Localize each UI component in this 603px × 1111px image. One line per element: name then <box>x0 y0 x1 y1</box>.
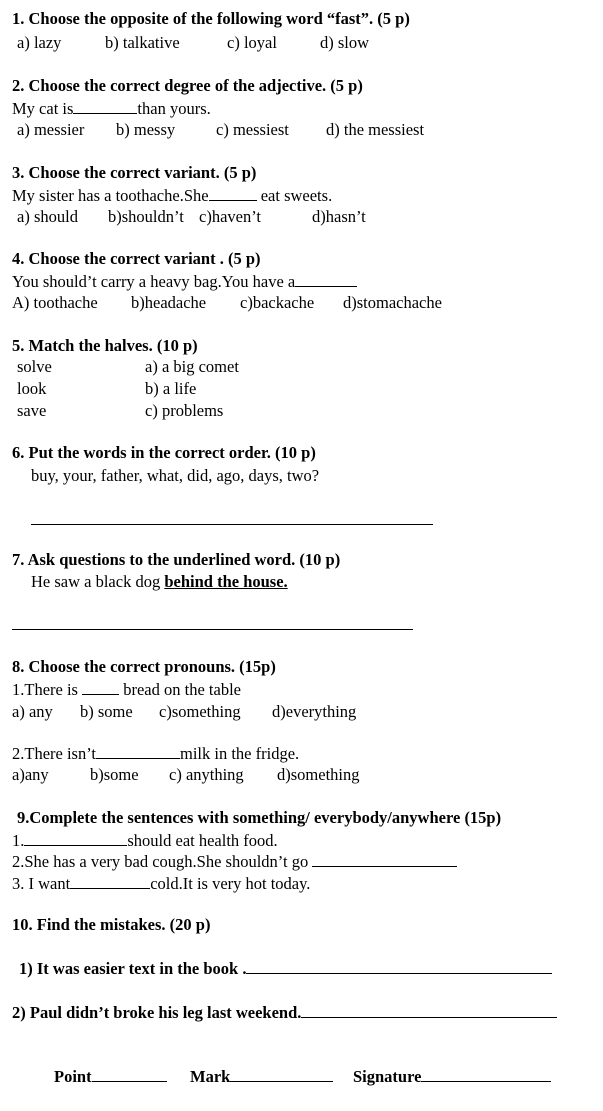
q7-answer-line[interactable] <box>12 629 413 630</box>
q2-option-d: d) the messiest <box>326 120 425 139</box>
q8-blank-1[interactable] <box>82 679 119 695</box>
q4-option-b: b)headache <box>131 293 207 312</box>
q8-title: 8. Choose the correct pronouns. (15p) <box>12 657 276 676</box>
q9-blank-3[interactable] <box>70 873 150 889</box>
q9-title: 9.Complete the sentences with something/ everybody/anywhere (15p) <box>17 808 502 827</box>
q3-title: 3. Choose the correct variant. (5 p) <box>12 163 257 182</box>
q7-sentence: He saw a black dog behind the house. <box>31 572 288 591</box>
q6-words: buy, your, father, what, did, ago, days, two? <box>31 466 320 485</box>
q8-option-1b: b) some <box>80 702 133 721</box>
point-field[interactable] <box>92 1066 167 1082</box>
q9-sentence-2: 2.She has a very bad cough.She shouldn’t go <box>12 851 457 872</box>
q6-answer-line[interactable] <box>31 524 433 525</box>
q1-option-b: b) talkative <box>105 33 180 52</box>
q7-underlined-phrase: behind the house. <box>164 572 288 591</box>
q9-sentence-1: 1. should eat health food. <box>12 831 278 850</box>
q4-option-c: c)backache <box>240 293 315 312</box>
q3-option-c: c)haven’t <box>199 207 261 226</box>
q9-blank-1[interactable] <box>24 830 127 846</box>
q6-title: 6. Put the words in the correct order. (10 p) <box>12 443 316 462</box>
q4-option-d: d)stomachache <box>343 293 442 312</box>
q10-sentence-1: 1) It was easier text in the book . <box>19 958 552 979</box>
q8-sentence-1: 1.There is bread on the table <box>12 680 241 699</box>
q8-option-2c: c) anything <box>169 765 244 784</box>
q3-option-a: a) should <box>17 207 78 226</box>
q7-title: 7. Ask questions to the underlined word. (10 p) <box>12 550 341 569</box>
q4-blank[interactable] <box>295 271 357 287</box>
q4-option-a: A) toothache <box>12 293 98 312</box>
q3-sentence: My sister has a toothache.She eat sweets. <box>12 186 333 205</box>
q3-option-d: d)hasn’t <box>312 207 366 226</box>
q5-right-a: a) a big comet <box>145 357 239 376</box>
q2-title: 2. Choose the correct degree of the adjective. (5 p) <box>12 76 363 95</box>
q9-blank-2[interactable] <box>312 851 457 867</box>
q10-sentence-2: 2) Paul didn’t broke his leg last weekend. <box>12 1002 557 1023</box>
q8-option-2d: d)something <box>277 765 360 784</box>
q10-answer-1[interactable] <box>246 958 552 974</box>
q8-sentence-2: 2.There isn’t milk in the fridge. <box>12 744 300 763</box>
q8-option-1a: a) any <box>12 702 53 721</box>
q4-sentence: You should’t carry a heavy bag.You have a <box>12 271 357 292</box>
q2-option-b: b) messy <box>116 120 176 139</box>
q8-option-2a: a)any <box>12 765 49 784</box>
q5-title: 5. Match the halves. (10 p) <box>12 336 198 355</box>
signature-field[interactable] <box>421 1066 551 1082</box>
q3-blank[interactable] <box>209 185 257 201</box>
q5-left-2: look <box>17 379 47 398</box>
q8-option-1d: d)everything <box>272 702 357 721</box>
q10-title: 10. Find the mistakes. (20 p) <box>12 915 211 934</box>
q5-right-b: b) a life <box>145 379 197 398</box>
q5-left-1: solve <box>17 357 52 376</box>
q1-option-d: d) slow <box>320 33 370 52</box>
q5-left-3: save <box>17 401 47 420</box>
q1-option-c: c) loyal <box>227 33 277 52</box>
mark-field[interactable] <box>230 1066 333 1082</box>
q4-title: 4. Choose the correct variant . (5 p) <box>12 249 261 268</box>
q1-option-a: a) lazy <box>17 33 62 52</box>
q1-title: 1. Choose the opposite of the following word “fast”. (5 p) <box>12 9 410 28</box>
footer-signature: Signature <box>353 1066 551 1087</box>
q2-blank[interactable] <box>73 98 137 114</box>
q10-answer-2[interactable] <box>301 1002 557 1018</box>
q2-option-c: c) messiest <box>216 120 289 139</box>
q8-blank-2[interactable] <box>96 743 180 759</box>
q5-right-c: c) problems <box>145 401 224 420</box>
q2-option-a: a) messier <box>17 120 85 139</box>
q8-option-1c: c)something <box>159 702 241 721</box>
q2-sentence: My cat is than yours. <box>12 99 211 118</box>
q8-option-2b: b)some <box>90 765 139 784</box>
footer-mark: Mark <box>190 1066 333 1087</box>
q3-option-b: b)shouldn’t <box>108 207 184 226</box>
q9-sentence-3: 3. I want cold.It is very hot today. <box>12 874 311 893</box>
footer-point: Point <box>54 1066 167 1087</box>
